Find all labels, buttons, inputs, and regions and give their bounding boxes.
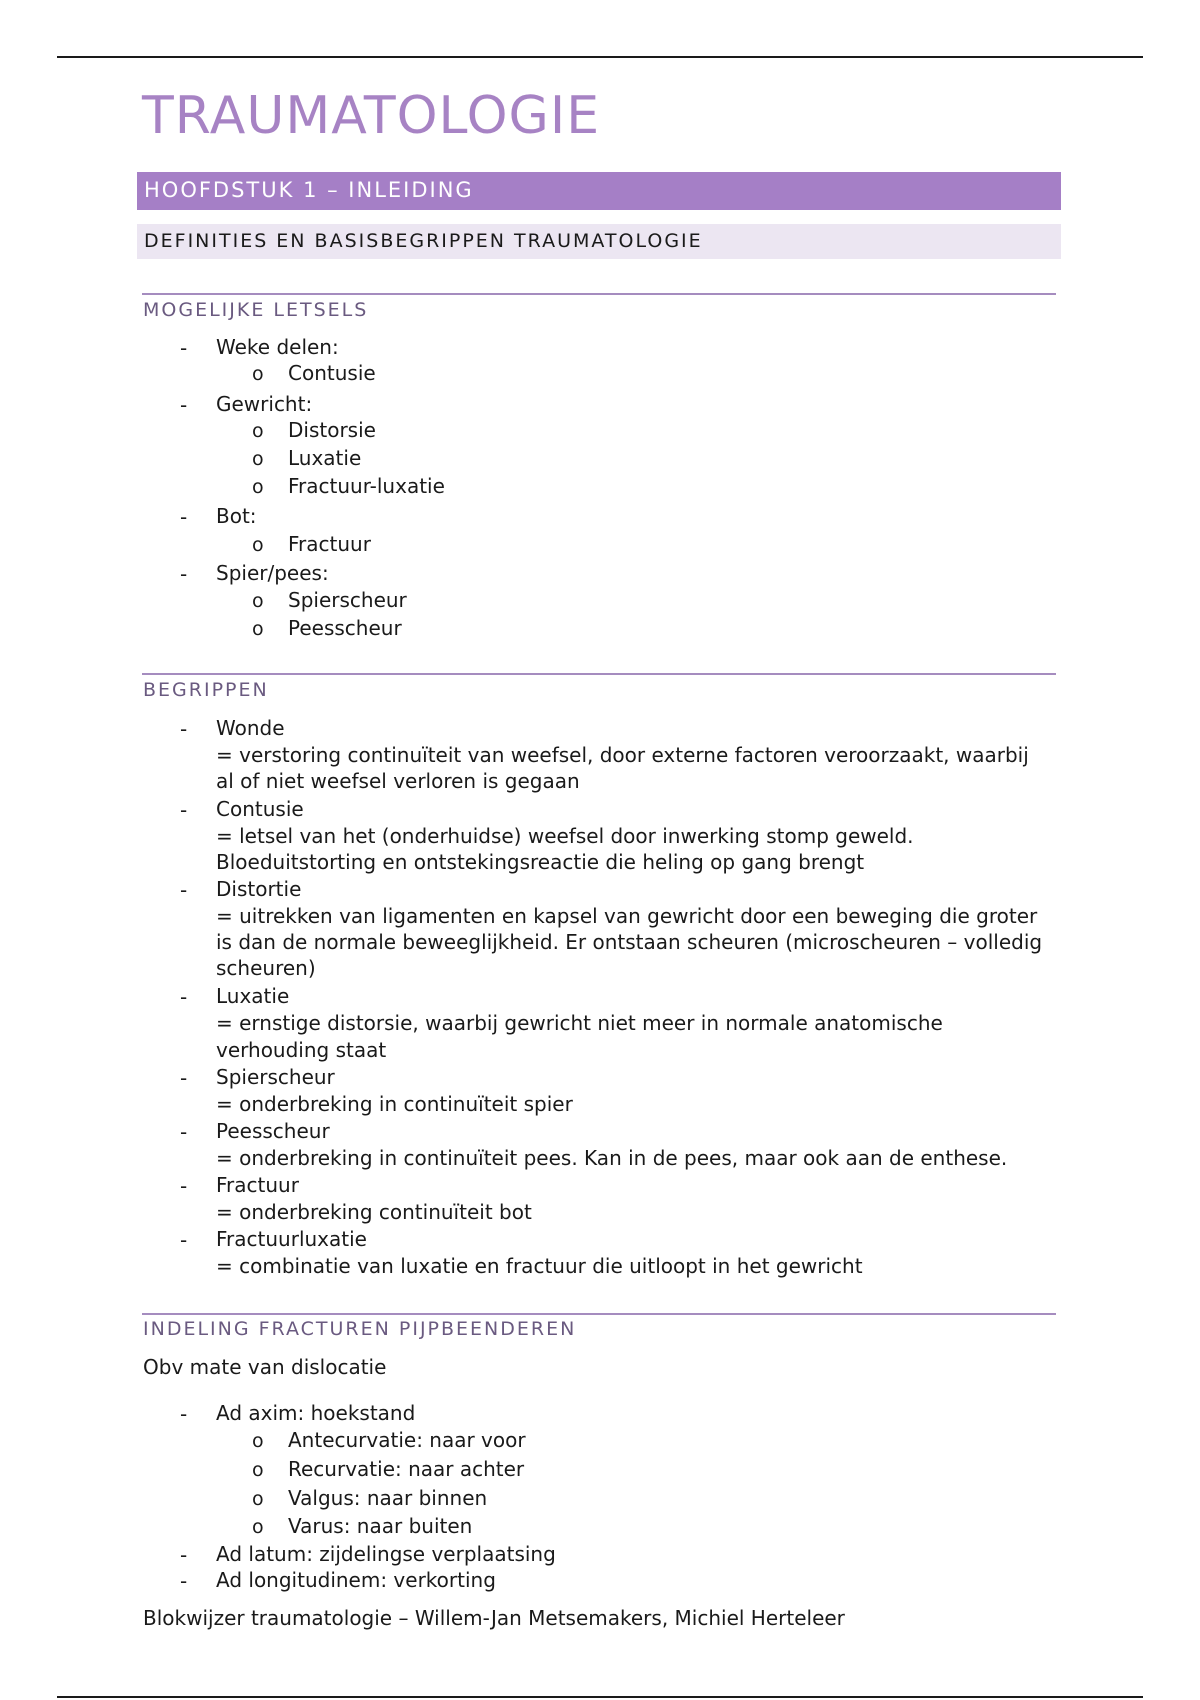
sub-bullet: o (252, 363, 264, 385)
definition-line: = onderbreking continuïteit bot (216, 1200, 532, 1224)
sub-bullet: o (252, 1516, 264, 1538)
definition-line: = verstoring continuïteit van weefsel, door externe factoren veroorzaakt, waarbij (216, 743, 1029, 767)
term: Fractuurluxatie (216, 1227, 367, 1251)
term: Distortie (216, 877, 302, 901)
list-item: Distorsie (288, 418, 376, 442)
list-item: Peesscheur (288, 616, 402, 640)
section-intro: Obv mate van dislocatie (143, 1355, 387, 1379)
sub-bullet: o (252, 590, 264, 612)
term: Spierscheur (216, 1065, 335, 1089)
definition-line: scheuren) (216, 956, 316, 980)
dash-bullet: - (180, 1228, 188, 1252)
dash-bullet: - (180, 878, 188, 902)
dash-bullet: - (180, 1174, 188, 1198)
list-item: Gewricht: (216, 392, 313, 416)
dash-bullet: - (180, 336, 188, 360)
definition-line: = combinatie van luxatie en fractuur die uitloopt in het gewricht (216, 1254, 863, 1278)
term: Wonde (216, 716, 285, 740)
list-item: Spierscheur (288, 588, 407, 612)
sub-bullet: o (252, 1430, 264, 1452)
definition-line: = ernstige distorsie, waarbij gewricht niet meer in normale anatomische (216, 1011, 943, 1035)
list-item: Recurvatie: naar achter (288, 1457, 525, 1481)
section-heading-begrippen: BEGRIPPEN (143, 679, 269, 701)
sub-bullet: o (252, 618, 264, 640)
sub-bullet: o (252, 1459, 264, 1481)
dash-bullet: - (180, 1066, 188, 1090)
list-item: Varus: naar buiten (288, 1514, 473, 1538)
definition-line: = letsel van het (onderhuidse) weefsel door inwerking stomp geweld. (216, 824, 914, 848)
term: Peesscheur (216, 1119, 330, 1143)
list-item: Spier/pees: (216, 561, 329, 585)
list-item: Antecurvatie: naar voor (288, 1428, 526, 1452)
definition-line: verhouding staat (216, 1038, 387, 1062)
list-item: Weke delen: (216, 335, 339, 359)
top-rule (57, 56, 1143, 58)
definition-line: is dan de normale beweeglijkheid. Er ontstaan scheuren (microscheuren – volledig (216, 930, 1043, 954)
list-item: Bot: (216, 504, 257, 528)
list-item: Fractuur-luxatie (288, 474, 445, 498)
section-rule-begrippen (142, 673, 1056, 675)
definition-line: = onderbreking in continuïteit pees. Kan in de pees, maar ook aan de enthese. (216, 1146, 1008, 1170)
subheading: DEFINITIES EN BASISBEGRIPPEN TRAUMATOLOGIE (144, 230, 703, 252)
sub-bullet: o (252, 476, 264, 498)
dash-bullet: - (180, 393, 188, 417)
definition-line: al of niet weefsel verloren is gegaan (216, 769, 580, 793)
section-rule-indeling (142, 1313, 1056, 1315)
term: Luxatie (216, 984, 290, 1008)
list-item: Contusie (288, 361, 376, 385)
list-item: Fractuur (288, 532, 371, 556)
list-item: Valgus: naar binnen (288, 1486, 488, 1510)
list-item: Ad longitudinem: verkorting (216, 1568, 496, 1592)
dash-bullet: - (180, 1120, 188, 1144)
definition-line: Bloeduitstorting en ontstekingsreactie die heling op gang brengt (216, 850, 865, 874)
document-title: TRAUMATOLOGIE (142, 86, 601, 146)
list-item: Luxatie (288, 446, 362, 470)
footer-text: Blokwijzer traumatologie – Willem-Jan Metsemakers, Michiel Herteleer (143, 1606, 845, 1630)
chapter-heading: HOOFDSTUK 1 – INLEIDING (144, 178, 474, 202)
sub-bullet: o (252, 420, 264, 442)
term: Fractuur (216, 1173, 299, 1197)
definition-line: = onderbreking in continuïteit spier (216, 1092, 573, 1116)
section-heading-indeling: INDELING FRACTUREN PIJPBEENDEREN (143, 1318, 577, 1340)
dash-bullet: - (180, 1402, 188, 1426)
dash-bullet: - (180, 562, 188, 586)
section-heading-letsels: MOGELIJKE LETSELS (143, 299, 369, 321)
dash-bullet: - (180, 505, 188, 529)
list-item: Ad latum: zijdelingse verplaatsing (216, 1542, 556, 1566)
dash-bullet: - (180, 717, 188, 741)
dash-bullet: - (180, 985, 188, 1009)
sub-bullet: o (252, 448, 264, 470)
list-item: Ad axim: hoekstand (216, 1401, 416, 1425)
dash-bullet: - (180, 798, 188, 822)
section-rule-letsels (142, 293, 1056, 295)
bottom-rule (57, 1696, 1143, 1698)
dash-bullet: - (180, 1569, 188, 1593)
dash-bullet: - (180, 1543, 188, 1567)
sub-bullet: o (252, 534, 264, 556)
definition-line: = uitrekken van ligamenten en kapsel van gewricht door een beweging die groter (216, 904, 1038, 928)
term: Contusie (216, 797, 304, 821)
sub-bullet: o (252, 1488, 264, 1510)
